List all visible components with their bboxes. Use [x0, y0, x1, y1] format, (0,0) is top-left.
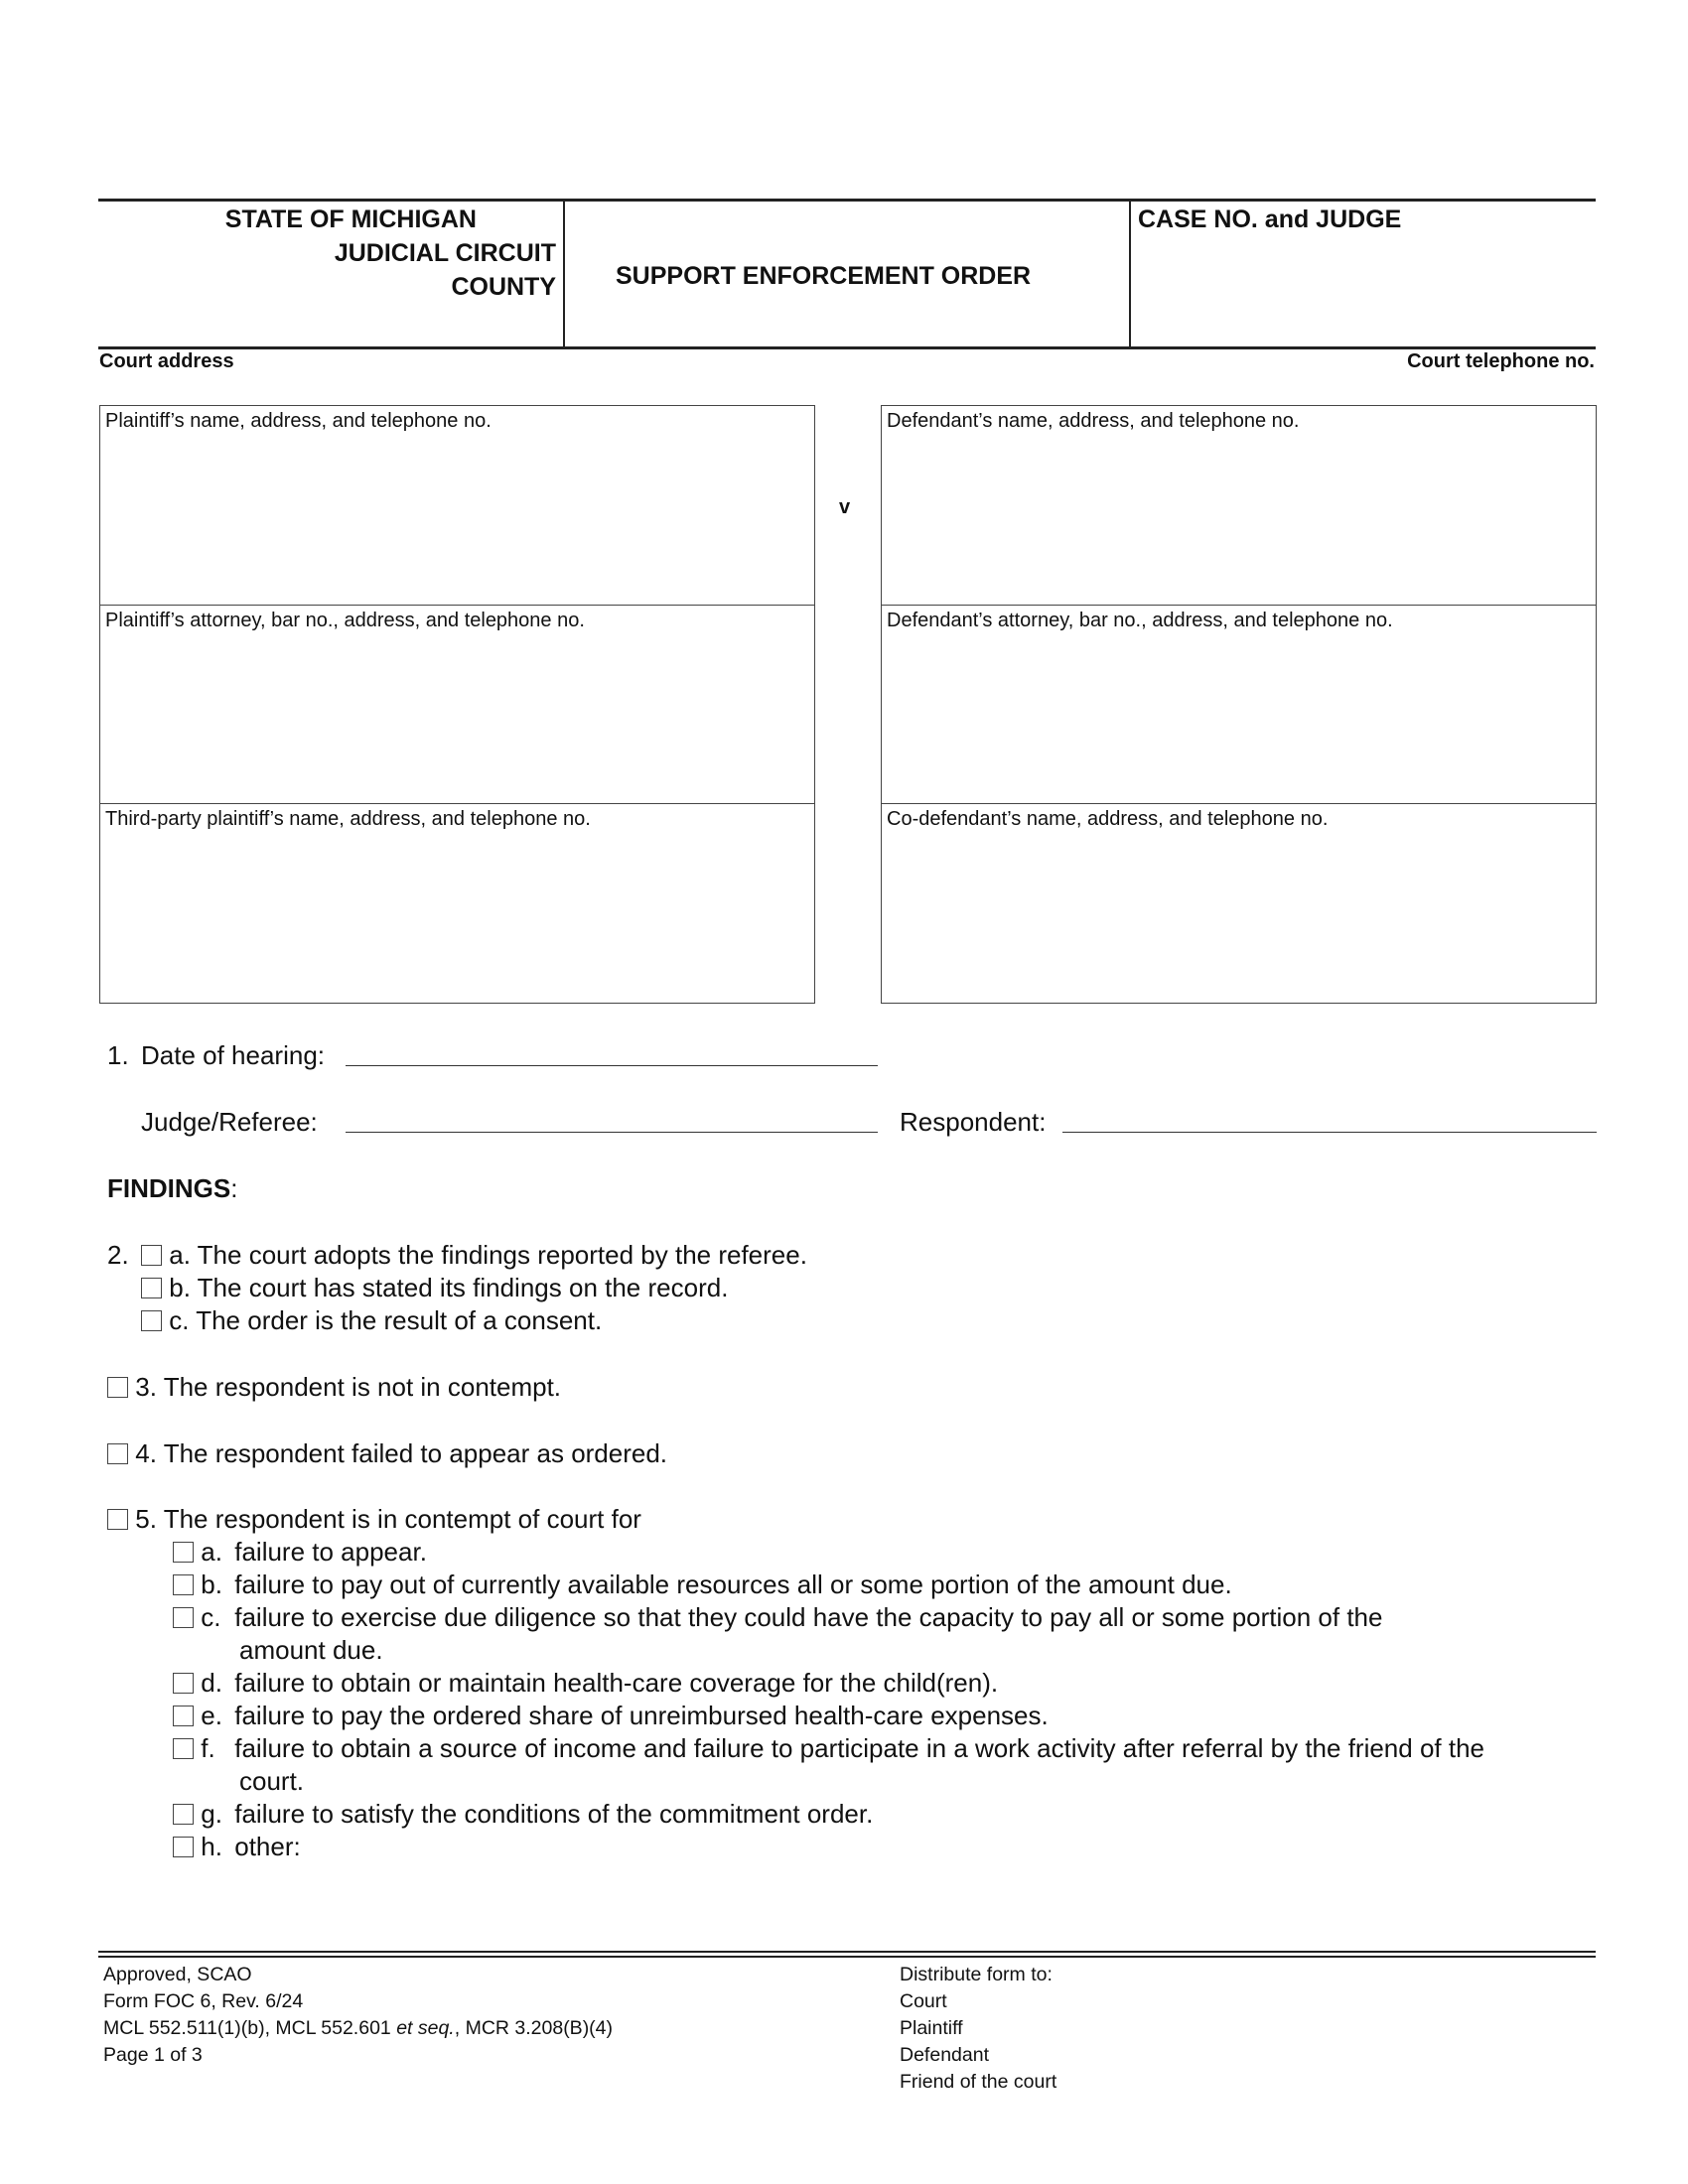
item2c: [141, 1305, 602, 1335]
co-defendant-field[interactable]: [882, 803, 1596, 1003]
item5-checkbox[interactable]: [107, 1509, 128, 1530]
findings-heading-colon: :: [230, 1173, 238, 1203]
item5-text: The respondent is in contempt of court for: [163, 1504, 641, 1534]
item5f-continuation: court.: [239, 1766, 305, 1796]
statute-et-seq: et seq.: [396, 2017, 455, 2039]
hearing-date-field[interactable]: [346, 1065, 878, 1066]
item5g-letter: g.: [201, 1799, 222, 1829]
header-top-rule: [98, 199, 1596, 202]
court-address-label: Court address: [99, 350, 234, 372]
item4-number: 4.: [135, 1438, 157, 1468]
item5d: [173, 1668, 998, 1698]
item5f: [173, 1733, 1484, 1763]
item5e: [173, 1701, 1049, 1730]
item5g: [173, 1799, 873, 1829]
item2a: [141, 1240, 807, 1270]
item5f-text: failure to obtain a source of income and failure to participate in a work activity after referral by the friend of the: [234, 1733, 1484, 1763]
hearing-date-label: Date of hearing:: [141, 1040, 326, 1070]
item2c-checkbox[interactable]: [141, 1310, 162, 1331]
item5f-letter: f.: [201, 1733, 215, 1763]
case-judge-label: CASE NO. and JUDGE: [1138, 205, 1402, 233]
item2b-checkbox[interactable]: [141, 1278, 162, 1298]
item2b-text: b. The court has stated its findings on the record.: [169, 1273, 729, 1302]
statute-part-a: MCL 552.511(1)(b), MCL 552.601: [103, 2017, 397, 2039]
form-title: SUPPORT ENFORCEMENT ORDER: [616, 262, 1032, 290]
footer-rule-bottom: [98, 1956, 1596, 1958]
page-number: Page 1 of 3: [103, 2044, 203, 2066]
item2-number: 2.: [107, 1240, 129, 1270]
item5f-checkbox[interactable]: [173, 1738, 194, 1759]
item2b: [141, 1273, 728, 1302]
court-phone-label: Court telephone no.: [1407, 350, 1595, 372]
plaintiff-name-label: Plaintiff’s name, address, and telephone no.: [105, 410, 492, 432]
item5c-continuation: amount due.: [239, 1635, 383, 1665]
footer-form-info: [103, 1962, 613, 2069]
distribute-court: Court: [900, 1990, 947, 2012]
court-identity: [99, 203, 556, 304]
defendant-attorney-label: Defendant’s attorney, bar no., address, and telephone no.: [887, 610, 1393, 631]
item5: [107, 1504, 641, 1534]
statute-references: [103, 2015, 613, 2042]
plaintiff-box: [99, 405, 815, 1004]
footer-rule-top: [98, 1951, 1596, 1953]
item2a-text: a. The court adopts the findings reported by the referee.: [169, 1240, 807, 1270]
item3: [107, 1372, 561, 1402]
item5c-text: failure to exercise due diligence so that they could have the capacity to pay all or some portion of the: [234, 1602, 1383, 1632]
versus-label: v: [839, 496, 851, 518]
defendant-name-label: Defendant’s name, address, and telephone no.: [887, 410, 1300, 432]
item5d-letter: d.: [201, 1668, 222, 1698]
plaintiff-attorney-label: Plaintiff’s attorney, bar no., address, and telephone no.: [105, 610, 585, 631]
item5b: [173, 1570, 1232, 1599]
item5a-checkbox[interactable]: [173, 1542, 194, 1563]
item5b-text: failure to pay out of currently available resources all or some portion of the amount due.: [234, 1570, 1232, 1599]
distribute-friend-of-court: Friend of the court: [900, 2071, 1057, 2093]
item5a-text: failure to appear.: [234, 1537, 427, 1567]
judge-referee-field[interactable]: [346, 1132, 878, 1133]
item5d-text: failure to obtain or maintain health-care coverage for the child(ren).: [234, 1668, 999, 1698]
county-label: COUNTY: [451, 273, 556, 301]
item3-number: 3.: [135, 1372, 157, 1402]
item5c: [173, 1602, 1382, 1632]
item5d-checkbox[interactable]: [173, 1673, 194, 1694]
approved-label: Approved, SCAO: [103, 1964, 252, 1985]
item2a-checkbox[interactable]: [141, 1245, 162, 1266]
item4: [107, 1438, 667, 1468]
item4-text: The respondent failed to appear as ordered.: [163, 1438, 668, 1468]
state-label: STATE OF MICHIGAN: [224, 205, 477, 233]
item4-checkbox[interactable]: [107, 1443, 128, 1464]
co-defendant-label: Co-defendant’s name, address, and telephone no.: [887, 808, 1329, 830]
plaintiff-name-field[interactable]: [100, 406, 814, 606]
judge-referee-label: Judge/Referee:: [141, 1107, 318, 1137]
item5b-checkbox[interactable]: [173, 1574, 194, 1595]
distribute-label: Distribute form to:: [900, 1964, 1053, 1985]
defendant-attorney-field[interactable]: [882, 605, 1596, 804]
header-divider-left: [563, 201, 565, 347]
distribute-plaintiff: Plaintiff: [900, 2017, 963, 2039]
item5c-checkbox[interactable]: [173, 1607, 194, 1628]
form-number: Form FOC 6, Rev. 6/24: [103, 1990, 304, 2012]
item2c-text: c. The order is the result of a consent.: [169, 1305, 603, 1335]
item5h-checkbox[interactable]: [173, 1837, 194, 1857]
item5e-letter: e.: [201, 1701, 222, 1730]
third-party-plaintiff-label: Third-party plaintiff’s name, address, and telephone no.: [105, 808, 591, 830]
item5a: [173, 1537, 427, 1567]
defendant-box: [881, 405, 1597, 1004]
hearing-number: 1.: [107, 1040, 129, 1070]
item5h-text: other:: [234, 1832, 301, 1861]
distribute-defendant: Defendant: [900, 2044, 989, 2066]
item5h-letter: h.: [201, 1832, 222, 1861]
item5g-text: failure to satisfy the conditions of the commitment order.: [234, 1799, 874, 1829]
item3-text: The respondent is not in contempt.: [163, 1372, 562, 1402]
defendant-name-field[interactable]: [882, 406, 1596, 606]
circuit-label: JUDICIAL CIRCUIT: [334, 239, 556, 267]
item5b-letter: b.: [201, 1570, 222, 1599]
plaintiff-attorney-field[interactable]: [100, 605, 814, 804]
item5a-letter: a.: [201, 1537, 222, 1567]
item5-number: 5.: [135, 1504, 157, 1534]
footer-distribution: [900, 1962, 1056, 2096]
item5e-text: failure to pay the ordered share of unreimbursed health-care expenses.: [234, 1701, 1049, 1730]
item5h: [173, 1832, 301, 1861]
respondent-field[interactable]: [1062, 1132, 1597, 1133]
statute-part-b: , MCR 3.208(B)(4): [454, 2017, 614, 2039]
item5g-checkbox[interactable]: [173, 1804, 194, 1825]
item3-checkbox[interactable]: [107, 1377, 128, 1398]
respondent-label: Respondent:: [900, 1107, 1047, 1137]
findings-heading-text: FINDINGS: [107, 1173, 231, 1203]
header-bottom-rule: [98, 346, 1596, 349]
findings-heading: [107, 1173, 237, 1203]
item5e-checkbox[interactable]: [173, 1706, 194, 1726]
header-divider-right: [1129, 201, 1131, 347]
item5c-letter: c.: [201, 1602, 221, 1632]
third-party-plaintiff-field[interactable]: [100, 803, 814, 1003]
